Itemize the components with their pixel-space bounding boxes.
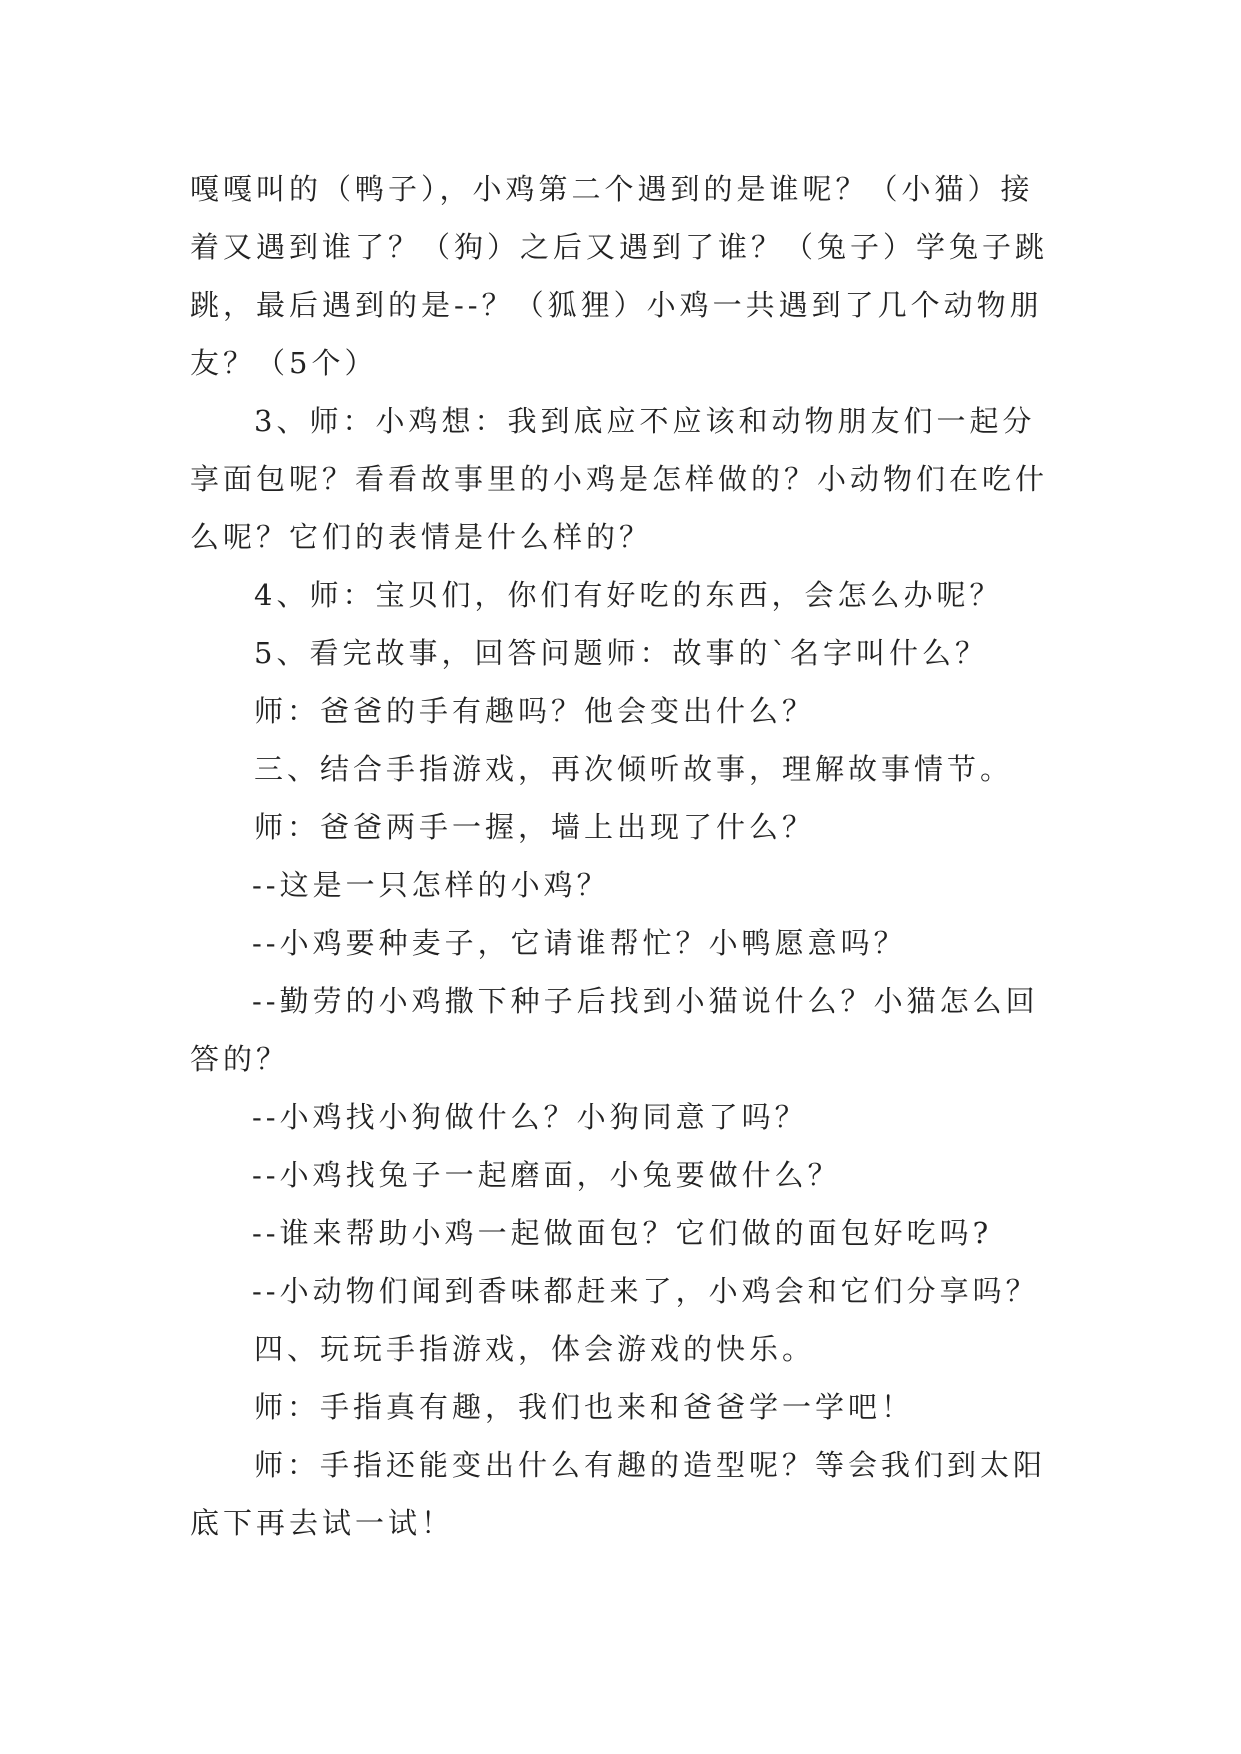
section-heading-3: 三、结合手指游戏，再次倾听故事，理解故事情节。 (254, 752, 1014, 786)
paragraph-dash-question: --小鸡找小狗做什么？小狗同意了吗？ (252, 1100, 808, 1134)
paragraph-dash-question: --这是一只怎样的小鸡？ (252, 868, 610, 902)
paragraph-continuation: 嘎嘎叫的（鸭子），小鸡第二个遇到的是谁呢？（小猫）接着又遇到谁了？（狗）之后又遇到了谁？（兔子）学兔子跳跳，最后遇到的是--？（狐狸）小鸡一共遇到了几个动物朋友？（5个） (190, 172, 1049, 380)
paragraph-dash-question: --勤劳的小鸡撒下种子后找到小猫说什么？小猫怎么回答的？ (190, 984, 1039, 1076)
paragraph-step-4: 4、师：宝贝们，你们有好吃的东西，会怎么办呢？ (254, 578, 1003, 612)
paragraph-step-5: 5、看完故事，回答问题师：故事的`名字叫什么？ (254, 636, 988, 670)
paragraph-teacher-line: 师：手指真有趣，我们也来和爸爸学一学吧！ (254, 1390, 915, 1424)
paragraph-step-3: 3、师：小鸡想：我到底应不应该和动物朋友们一起分享面包呢？看看故事里的小鸡是怎样做的？小动物们在吃什么呢？它们的表情是什么样的？ (190, 404, 1049, 554)
paragraph-dash-question: --谁来帮助小鸡一起做面包？它们做的面包好吃吗? (252, 1216, 993, 1250)
paragraph-teacher-question: 师：爸爸两手一握，墙上出现了什么？ (254, 810, 816, 844)
paragraph-dash-question: --小鸡找兔子一起磨面，小兔要做什么？ (252, 1158, 841, 1192)
paragraph-teacher-line: 师：手指还能变出什么有趣的造型呢？等会我们到太阳底下再去试一试！ (190, 1448, 1047, 1540)
paragraph-teacher-question: 师：爸爸的手有趣吗？他会变出什么？ (254, 694, 816, 728)
paragraph-dash-question: --小动物们闻到香味都赶来了，小鸡会和它们分享吗？ (252, 1274, 1039, 1308)
section-heading-4: 四、玩玩手指游戏，体会游戏的快乐。 (254, 1332, 816, 1366)
document-body (190, 160, 1060, 1552)
paragraph-dash-question: --小鸡要种麦子，它请谁帮忙？小鸭愿意吗？ (252, 926, 907, 960)
